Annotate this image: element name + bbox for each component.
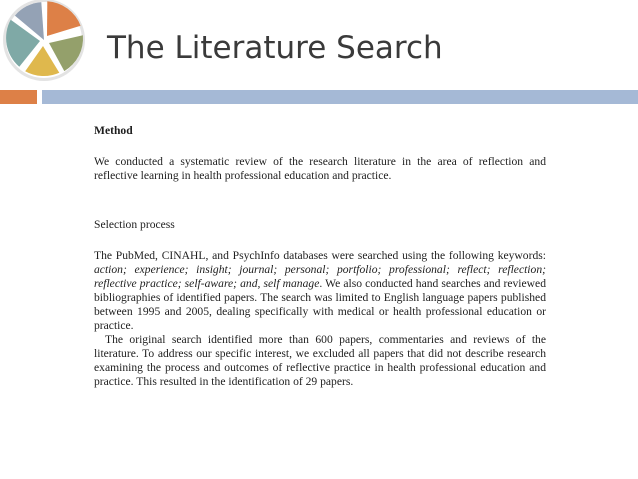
logo — [0, 0, 100, 86]
selection-intro-text: The PubMed, CINAHL, and PsychInfo databases were searched using the following keywords: — [94, 249, 546, 262]
method-paragraph: We conducted a systematic review of the research literature in the area of reflection and reflective learning in health professional education and practice. — [94, 155, 546, 182]
selection-paragraph-2: The original search identified more than 600 papers, commentaries and reviews of the literature. To address our specific interest, we excluded all papers that did not describe research examining the process and outcomes of reflective practice in health professional education and practice. This resulted in the identification of 29 papers. — [94, 333, 546, 388]
accent-bar-orange — [0, 90, 37, 104]
selection-paragraph-1 — [94, 249, 546, 333]
search-keywords: action; experience; insight; journal; personal; portfolio; professional; reflect; reflection; reflective practice; self-aware; and, self manage — [94, 263, 546, 290]
slide-title: The Literature Search — [107, 30, 443, 66]
selection-process-heading: Selection process — [94, 218, 175, 231]
method-heading: Method — [94, 124, 133, 137]
selection-rest-text: . We also conducted hand searches and reviewed bibliographies of identified papers. The search was limited to English language papers published between 1995 and 2005, dealing specifically with medical or health professional education or practice. — [94, 277, 546, 332]
accent-bar-blue — [42, 90, 638, 104]
document-excerpt — [94, 118, 546, 389]
